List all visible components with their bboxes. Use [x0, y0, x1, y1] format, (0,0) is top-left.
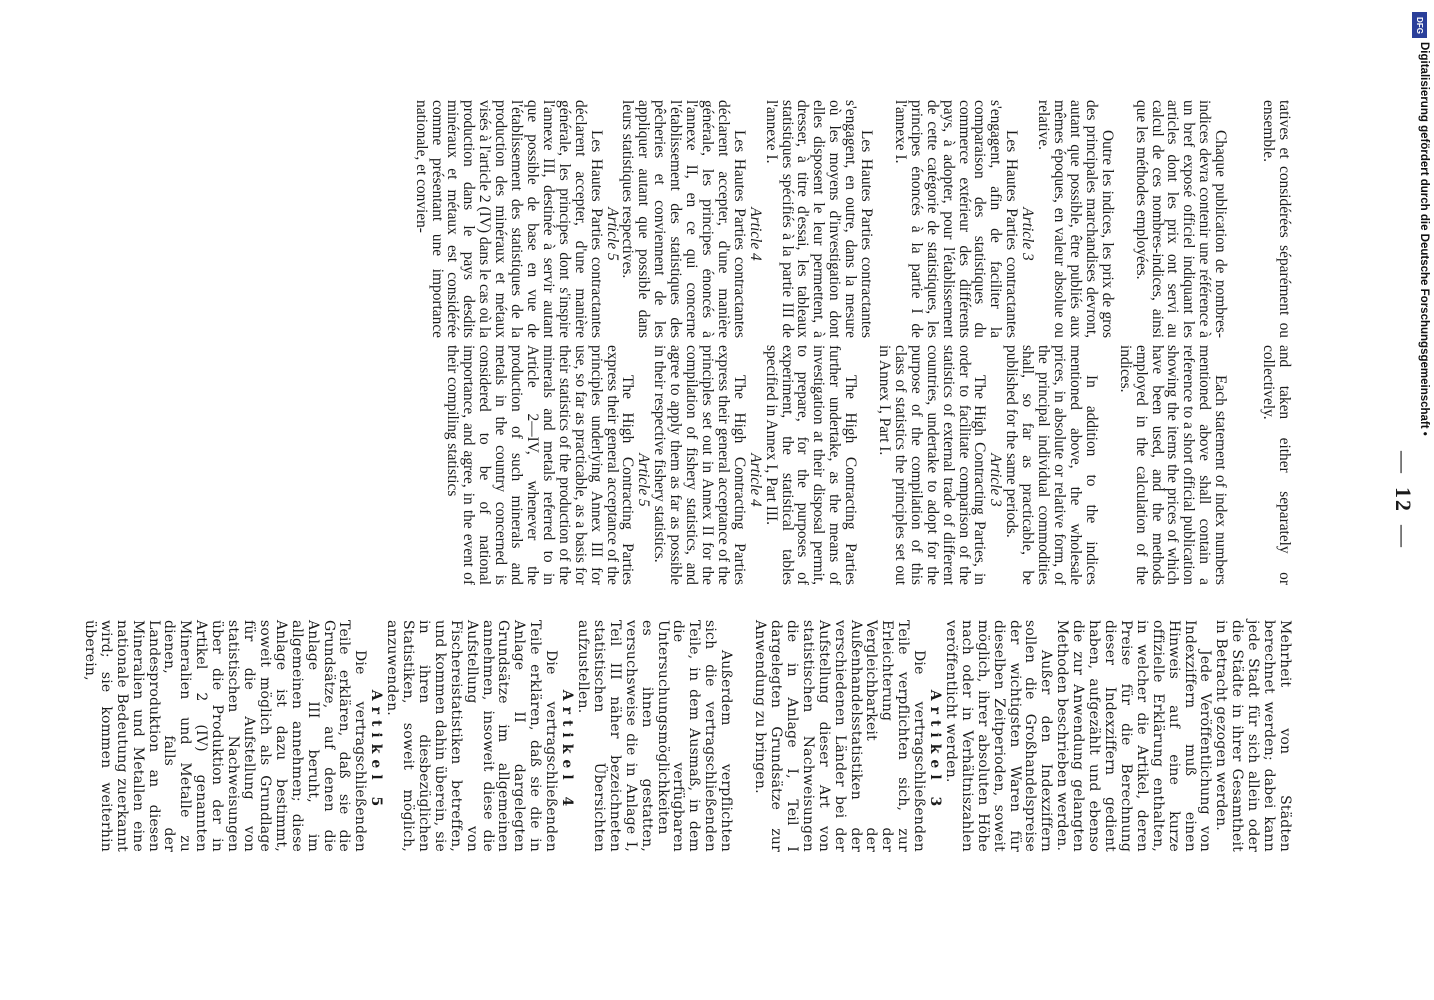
- fr-para: Les Hautes Parties contractantes déclarent accepter, d'une manière générale, les principes dont s'inspire l'annexe III, destinée à servir autant que possible de base en vue de l'établissement des statistiques de la production des minéraux et métaux visés à l'article 2 (IV) dans le cas où la production dans le pays desdits minéraux et métaux est considérée comme présentant une importance nationale, et convien-: [412, 100, 605, 338]
- de-article-heading: Artikel 4: [559, 689, 576, 813]
- de-para: Jede Veröffentlichung von Indexziffern muß einen Hinweis auf eine kurze offizielle Erklärung enthalten, in welcher die Artikel, deren Preise für die Berechnung dieser Indexziffern gedient haben, aufgezählt und ebenso die zur Anwendung gelangten Methoden beschrieben werden.: [1054, 620, 1214, 852]
- en-article-heading: Article 5: [635, 453, 653, 507]
- english-column: [445, 345, 1292, 585]
- en-para: In addition to the indices mentioned above, the wholesale prices, in absolute or relative form, of the principal individual commodities shall, so far as practicable, be published for the same periods.: [1003, 345, 1100, 585]
- dfg-logo-badge: DFG: [1412, 12, 1427, 38]
- de-para: Die vertragschließenden Teile erklären, daß sie die in Anlage II dargelegten Grundsätze im allgemeinen annehmen, insoweit diese die Aufstellung von Fischereistatistiken betreffen, und kommen dahin überein, sie in ihren diesbezüglichen Statistiken, soweit möglich, anzuwenden.: [384, 620, 560, 852]
- fr-para: Les Hautes Parties contractantes s'engagent, en outre, dans la mesure où les moyens d'investigation dont elles disposent le leur permettent, à dresser, à titre d'essai, les tableaux statistiques spécifiés à la partie III de l'annexe I.: [762, 100, 876, 338]
- fr-article-heading: Article 4: [746, 207, 764, 261]
- en-para: The High Contracting Parties, in order to facilitate comparison of the statistics of external trade of different countries, undertake to adopt for the purpose of the compilation of this class of statistics the principles set out in Annex I, Part I.: [876, 345, 989, 585]
- de-para: Mehrheit von Städten berechnet werden; dabei kann jede Stadt für sich allein oder die Städte in ihrer Gesamtheit in Betracht gezogen werden.: [1213, 620, 1293, 852]
- fr-para: Les Hautes Parties contractantes s'engagent, afin de faciliter la comparaison des statistiques du commerce extérieur des différents pays, à adopter, pour l'établissement de cette catégorie de statistiques, les principes énoncés à la partie I de l'annexe I.: [891, 100, 1021, 338]
- en-article-heading: Article 3: [987, 453, 1005, 507]
- de-para: Die vertragschließenden Teile erklären, daß sie die Grundsätze, auf denen die Anlage III beruht, im allgemeinen annehmen; diese Anlage ist dazu bestimmt, soweit möglich als Grundlage für die Aufstellung von statistischen Nachweisungen über die Produktion der in Artikel 2 (IV) genannten Mineralien und Metalle zu dienen, falls der Landesproduktion an diesen Mineralien und Metallen eine nationale Bedeutung zuerkannt wird; sie kommen weiterhin überein,: [81, 620, 369, 852]
- de-article-heading: Artikel 3: [927, 689, 944, 813]
- de-para: Außer den Indexziffern sollen die Großhandelspreise der wichtigsten Waren für dieselben Zeitperioden, soweit möglich, ihrer absoluten Höhe nach oder in Verhältniszahlen veröffentlicht werden.: [942, 620, 1055, 852]
- en-para: The High Contracting Parties further undertake, as the means of investigation at their disposal permit, to prepare, for the purposes of experiment, the statistical tables specified in Annex I, Part III.: [762, 345, 860, 585]
- fr-para: Outre les indices, les prix de gros des principales marchandises devront, autant que possible, être publiés aux mêmes époques, en valeur absolue ou relative.: [1035, 100, 1116, 338]
- fr-article-heading: Article 5: [603, 207, 621, 261]
- en-para: The High Contracting Parties express their general acceptance of the principles set out in Annex II for the compilation of fishery statistics, and agree to apply them as far as possible in their respective fishery statistics.: [651, 345, 748, 585]
- en-article-heading: Article 4: [746, 453, 764, 507]
- en-para: The High Contracting Parties express their general acceptance of the principles underlying Annex III for use, so far as practicable, as a basis for their statistics of the production of the minerals and metals referred to in Article 2—IV, whenever the production of such minerals and metals in the country concerned is considered to be of national importance, and agree, in the event of their compiling statistics: [444, 345, 637, 585]
- fr-article-heading: Article 3: [1019, 207, 1037, 261]
- de-para: Außerdem verpflichten sich die vertragschließenden Teile, in dem Ausmaß, in dem die verfügbaren Untersuchungsmöglichkeiten es ihnen gestatten, versuchsweise die in Anlage I, Teil III näher bezeichneten statistischen Übersichten aufzustellen.: [575, 620, 735, 852]
- german-column: [81, 620, 1292, 852]
- fr-para: Chaque publication de nombres-indices devra contenir une référence à un bref exposé officiel indiquant les articles dont les prix ont servi au calcul de ces nombres-indices, ainsi que les méthodes employées.: [1132, 100, 1230, 338]
- dfg-funding-notice: [1410, 6, 1430, 996]
- fr-para: Les Hautes Parties contractantes déclarent accepter, d'une manière générale, les principes énoncés à l'annexe II, en ce qui concerne l'établissement des statistiques des pêcheries et conviennent de les appliquer autant que possible dans leurs statistiques respectives.: [619, 100, 748, 338]
- en-para: Each statement of index numbers mentioned above shall contain a reference to a short official publication showing the items the prices of which have been used, and the methods employed in the calculation of the indices.: [1116, 345, 1230, 585]
- page-number: —12—: [1391, 451, 1416, 549]
- de-para: Die vertragschließenden Teile verpflichten sich, zur Erleichterung der Vergleichbarkeit der Außenhandelsstatistiken der verschiedenen Länder bei der Aufstellung dieser Art von statistischen Nachweisungen die in Anlage I, Teil I dargelegten Grundsätze zur Anwendung zu bringen.: [752, 620, 928, 852]
- dfg-notice-text: Digitalisierung gefördert durch die Deutsche Forschungsgemeinschaft •: [1418, 42, 1430, 436]
- de-article-heading: Artikel 5: [368, 689, 385, 813]
- page-number-value: 12: [1391, 487, 1416, 513]
- en-para: and taken either separately or collectively.: [1260, 345, 1293, 585]
- fr-para: tatives et considérées séparément ou ensemble.: [1260, 100, 1293, 338]
- french-column: [413, 100, 1292, 338]
